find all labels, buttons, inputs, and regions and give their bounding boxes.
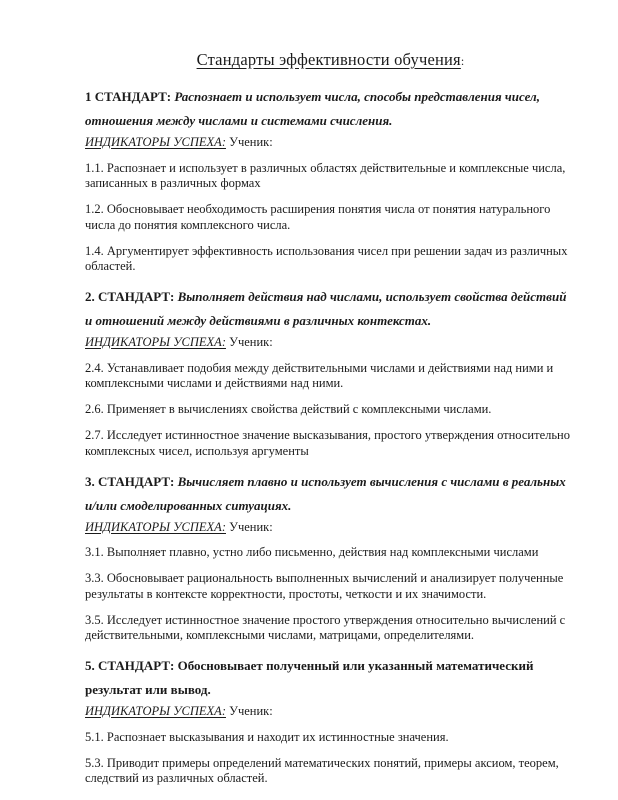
- indicator-item: 5.3. Приводит примеры определений математических понятий, примеры аксиом, теорем, следствий из различных областей.: [85, 755, 559, 785]
- standard-section-1: [85, 85, 576, 275]
- document-title: [85, 50, 576, 70]
- standard-section-5: [85, 654, 576, 787]
- indicators-label: ИНДИКАТОРЫ УСПЕХА:: [85, 519, 226, 534]
- indicators-line: [85, 520, 576, 536]
- indicator-item: 1.2. Обосновывает необходимость расширения понятия числа от понятия натурального числа до понятия комплексного числа.: [85, 202, 551, 232]
- standard-description: Распознает и использует числа, способы представления чисел, отношения между числами и системами счисления.: [85, 89, 540, 128]
- indicator-item: 3.1. Выполняет плавно, устно либо письменно, действия над комплексными числами: [85, 545, 539, 559]
- standard-number-label: 1 СТАНДАРТ:: [85, 89, 172, 104]
- indicators-line: [85, 704, 576, 720]
- pupil-label: Ученик:: [229, 335, 273, 349]
- indicator-item: 2.6. Применяет в вычислениях свойства действий с комплексными числами.: [85, 402, 492, 416]
- indicators-line: [85, 135, 576, 151]
- document-title-colon: :: [460, 54, 465, 68]
- indicator-item: 2.4. Устанавливает подобия между действительными числами и действиями над ними и комплексными числами и действиями над ними.: [85, 360, 554, 390]
- indicators-label: ИНДИКАТОРЫ УСПЕХА:: [85, 335, 226, 349]
- indicators-label: ИНДИКАТОРЫ УСПЕХА:: [85, 704, 226, 718]
- standard-section-2: [85, 285, 576, 459]
- standard-heading: [85, 654, 576, 702]
- indicators-line: [85, 335, 576, 351]
- document-title-text: Стандарты эффективности обучения: [196, 50, 461, 69]
- indicator-item: 1.4. Аргументирует эффективность использования чисел при решении задач из различных областей.: [85, 243, 568, 273]
- indicator-item: 1.1. Распознает и использует в различных областях действительные и комплексные числа, записанных в различных формах: [85, 160, 566, 190]
- standard-description: Выполняет действия над числами, использует свойства действий и отношений между действиями в различных контекстах.: [85, 289, 567, 328]
- indicators-label: ИНДИКАТОРЫ УСПЕХА:: [85, 135, 226, 149]
- standard-number-label: 3. СТАНДАРТ:: [85, 473, 175, 489]
- pupil-label: Ученик:: [229, 704, 273, 718]
- standard-number-label: 5. СТАНДАРТ:: [85, 658, 175, 673]
- standard-heading: [85, 285, 576, 333]
- indicator-item: 3.3. Обосновывает рациональность выполненных вычислений и анализирует полученные результаты в контексте корректности, простоты, четкости и их значимости.: [85, 571, 564, 601]
- standard-heading: [85, 85, 576, 133]
- standard-heading: [85, 470, 576, 518]
- indicator-item: 5.1. Распознает высказывания и находит их истинностные значения.: [85, 729, 449, 744]
- standard-number-label: 2. СТАНДАРТ:: [85, 289, 175, 304]
- pupil-label: Ученик:: [229, 135, 273, 149]
- pupil-label: Ученик:: [229, 519, 273, 534]
- indicator-item: 3.5. Исследует истинностное значение простого утверждения относительно вычислений с действительными, комплексными числами, матрицами, определителями.: [85, 612, 566, 642]
- standard-description: Вычисляет плавно и использует вычисления с числами в реальных и/или смоделированных ситуациях.: [85, 473, 566, 513]
- indicator-item: 2.7. Исследует истинностное значение высказывания, простого утверждения относительно комплексных чисел, используя аргументы: [85, 428, 570, 458]
- standard-description: Обосновывает полученный или указанный математический результат или вывод.: [85, 658, 534, 697]
- standard-section-3: [85, 470, 576, 644]
